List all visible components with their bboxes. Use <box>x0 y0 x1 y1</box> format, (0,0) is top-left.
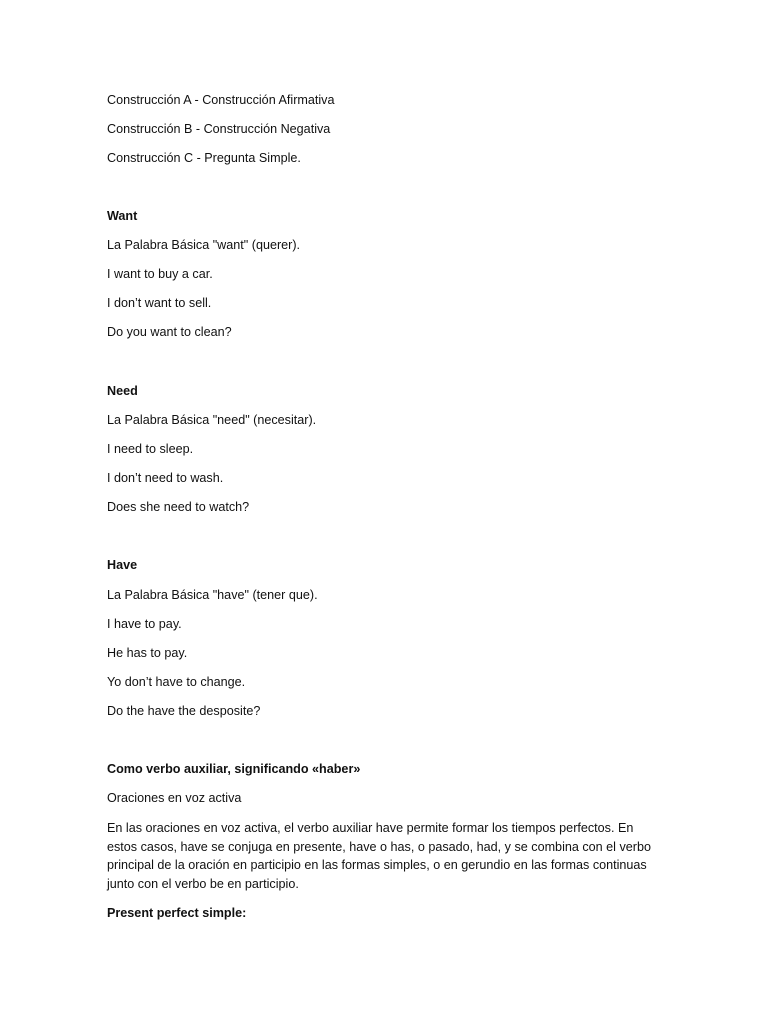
need-line-basic: La Palabra Básica "need" (necesitar). <box>107 413 317 427</box>
need-line-question: Does she need to watch? <box>107 500 250 514</box>
auxiliary-paragraph: En las oraciones en voz activa, el verbo auxiliar have permite formar los tiempos perfectos. En estos casos, have se conjuga en presente, have o has, o pasado, had, y se combina con el verbo principal de la oración en participio en las formas simples, o en gerundio en las formas continuas junto con el verbo be en participio. <box>107 821 651 891</box>
present-perfect-heading: Present perfect simple: <box>107 906 247 920</box>
need-heading: Need <box>107 384 138 398</box>
auxiliary-subheading: Oraciones en voz activa <box>107 791 242 805</box>
have-line-basic: La Palabra Básica "have" (tener que). <box>107 588 318 602</box>
construction-a: Construcción A - Construcción Afirmativa <box>107 93 335 107</box>
have-line-question: Do the have the desposite? <box>107 704 261 718</box>
construction-c: Construcción C - Pregunta Simple. <box>107 151 301 165</box>
have-line-third-person: He has to pay. <box>107 646 188 660</box>
auxiliary-heading: Como verbo auxiliar, significando «haber» <box>107 762 361 776</box>
need-line-negative: I don’t need to wash. <box>107 471 224 485</box>
have-line-affirmative: I have to pay. <box>107 617 182 631</box>
want-line-basic: La Palabra Básica "want" (querer). <box>107 238 301 252</box>
want-line-negative: I don’t want to sell. <box>107 296 212 310</box>
want-heading: Want <box>107 209 138 223</box>
construction-b: Construcción B - Construcción Negativa <box>107 122 331 136</box>
have-heading: Have <box>107 558 138 572</box>
have-line-negative: Yo don’t have to change. <box>107 675 246 689</box>
need-line-affirmative: I need to sleep. <box>107 442 194 456</box>
want-line-question: Do you want to clean? <box>107 325 232 339</box>
want-line-affirmative: I want to buy a car. <box>107 267 213 281</box>
